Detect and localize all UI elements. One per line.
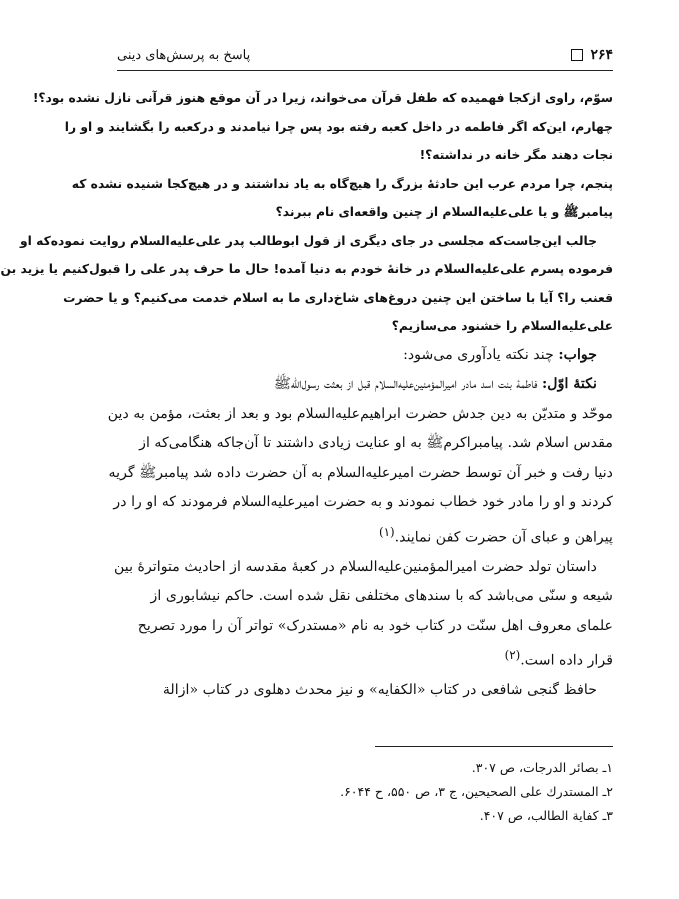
running-title: پاسخ به پرسش‌های دینی [117,47,251,63]
question-line: چهارم، این‌که اگر فاطمه در داخل کعبه رفته بود پس چرا نیامدند و درکعبه را بگشایند و او را [64,119,613,134]
answer-line: کردند و او را مادر خود خطاب نمودند و به حضرت امیرعلیه‌السلام فرمودند که او را در [113,494,613,510]
question-line: فرموده پسرم علی‌علیه‌السلام در خانهٔ خودم به دنیا آمده! حال ما حرف پدر علی را قبول‌کنیم یا یزید بن [0,262,613,276]
answer-label: جواب: [558,346,597,363]
footnote: ۱ـ بصائر الدرجات، ص ۳۰۷. [471,760,613,775]
question-line: سوّم، راوی ازکجا فهمیده که طفل قرآن می‌خواند، زیرا در آن موقع هنوز قرآنی نازل نشده بود؟! [32,91,613,105]
page-header [117,44,613,66]
page-number-group [571,47,613,63]
page-number: ۲۶۴ [590,47,613,63]
square-bullet-icon [571,49,583,61]
answer-text: پیراهن و عبای آن حضرت کفن نمایند. [394,529,613,546]
answer-line [117,676,613,706]
answer-line [117,370,613,400]
answer-intro: چند نکته یادآوری می‌شود: [403,346,559,363]
answer-line: داستان تولد حضرت امیرالمؤمنین‌علیه‌السلام در کعبهٔ مقدسه از احادیث متواترهٔ بین [114,558,597,575]
answer-line [117,518,613,553]
footnote-rule [375,746,613,747]
answer-text: فاطمهٔ بنت اسد مادر امیرالمؤمنین‌علیه‌السلام قبل از بعثت رسول‌اللّه‌ﷺ [273,376,543,392]
footnote-ref: (۲) [504,648,521,663]
question-line: جالب این‌جاست‌که مجلسی در جای دیگری از قول ابوطالب پدر علی‌علیه‌السلام روایت نموده‌که او [20,233,597,248]
question-line: قعنب را؟ آیا با ساختن این چنین دروغ‌های شاخ‌داری ما به اسلام خدمت می‌کنیم؟ و یا حضرت [63,290,613,305]
answer-text: حافظ گنجی شافعی در کتاب «الکفایه» و نیز محدث دهلوی در کتاب «ازالة [162,682,597,699]
question-line: علی‌علیه‌السلام را خشنود می‌سازیم؟ [391,319,613,333]
footnote: ۳ـ كفاية الطالب، ص ۴۰۷. [479,808,613,823]
footnotes [117,756,613,828]
answer-line: شیعه و سنّی می‌باشد که با سندهای مختلفی نقل شده است. حاکم نیشابوری از [150,588,613,605]
answer-line [117,641,613,676]
point-label: نکتهٔ اوّل: [542,376,597,392]
question-line: پیامبرﷺ و یا علی‌علیه‌السلام از چنین واقعه‌ای نام ببرند؟ [275,205,613,219]
answer-line: مقدس اسلام شد. پیامبراکرم‌ﷺ به او عنایت زیادی داشتند تا آن‌جاکه هنگامی‌که از [139,435,613,451]
answer-text: قرار داده است. [520,652,613,669]
footnote-ref: (۱) [379,524,395,539]
answer-heading [117,341,613,371]
question-line: نجات دهند مگر خانه در نداشته؟! [419,148,613,162]
header-rule [117,70,613,71]
footnote: ۲ـ المستدرك على الصحيحين، ج ۳، ص ۵۵۰، ح ۶۰۴۴. [340,784,613,799]
answer-line: علمای معروف اهل سنّت در کتاب خود به نام «مستدرک» تواتر آن را مورد تصریح [137,617,613,634]
main-text [0,84,613,706]
answer-line: دنیا رفت و خبر آن توسط حضرت امیرعلیه‌السلام به آن حضرت داده شد پیامبرﷺ گریه [108,464,613,481]
question-line: پنجم، چرا مردم عرب این حادثهٔ بزرگ را هیچ‌گاه به یاد نداشتند و در هیچ‌کجا شنیده نشده که [71,176,613,191]
answer-line: موحّد و متدیّن به دین جدش حضرت ابراهیم‌علیه‌السلام بود و بعد از بعثت، مؤمن به دین [107,405,613,422]
